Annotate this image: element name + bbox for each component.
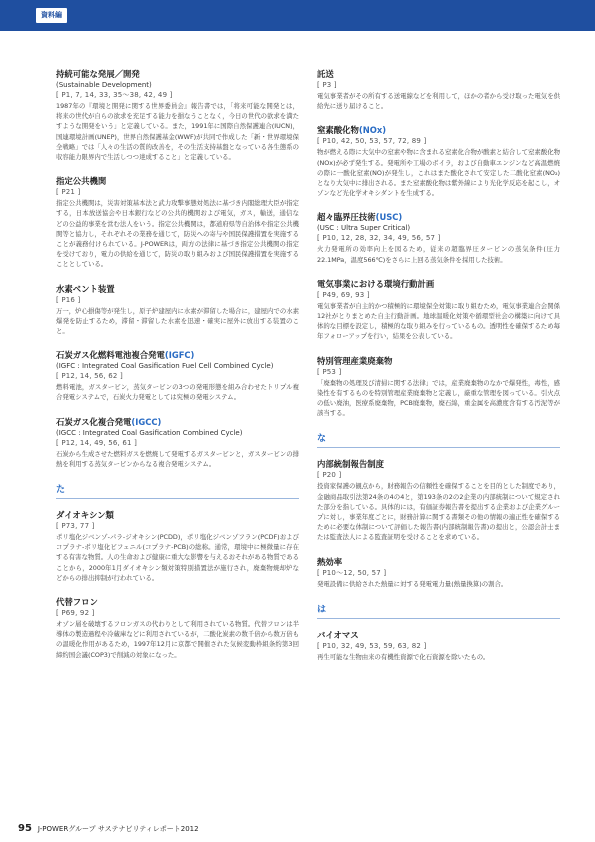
entry-title-main: 超々臨界圧技術 <box>317 212 376 223</box>
entry-subtitle: (USC : Ultra Super Critical) <box>317 224 411 233</box>
entry-body: 燃料電池，ガスタービン，蒸気タービンの3つの発電形態を組み合わせたトリプル複合発電システムで，石炭火力発電としては究極の発電システム。 <box>56 383 299 402</box>
glossary-entry <box>317 355 560 419</box>
entry-body: 投資家保護の観点から，財務報告の信頼性を確保することを目的とした制度であり，金融商品取引法第24条の4の4と，第193条の2の2企業の内部統制について規定された部分を指している。具体的には，有価証券報告書を提出する企業および企業グループに対し，事業年度ごとに，財務計算に関する書類その他の情報の適正性を確保するために必要な体制について評価した報告書(内部統制報告書)の提出と，公認会計士または監査法人による監査証明を受けることを求めている。 <box>317 482 560 542</box>
entry-title-main: 石炭ガス化複合発電 <box>56 416 132 427</box>
glossary-entry <box>56 416 299 469</box>
page-footer <box>18 823 199 834</box>
entry-pages: [ P16 ] <box>56 295 81 304</box>
entry-pages: [ P10, 42, 50, 53, 57, 72, 89 ] <box>317 137 427 146</box>
entry-title: ダイオキシン類 <box>56 510 114 521</box>
entry-title-main: 窒素酸化物 <box>317 125 359 136</box>
entry-title <box>317 124 560 136</box>
entry-pages: [ P20 ] <box>317 471 342 480</box>
entry-body: ポリ塩化ジベンゾ-パラ-ジオキシン(PCDD)，ポリ塩化ジベンゾフラン(PCDF)およびコプラナ-ポリ塩化ビフェニル(コプラナ-PCB)の総称。通常，環境中に極微量に存在する有害な物質。人の生命および健康に重大な影響を与えるおそれがある物質であることから，2000年1月ダイオキシン類対策特別措置法が施行され，廃棄物焼却炉などからの排出抑制が行われている。 <box>56 533 299 582</box>
entry-pages: [ P10, 12, 28, 32, 34, 49, 56, 57 ] <box>317 234 441 243</box>
entry-pages: [ P10～12, 50, 57 ] <box>317 568 387 577</box>
entry-title <box>56 416 299 428</box>
entry-body: 発電設備に供給された熱量に対する発電電力量(熱量換算)の割合。 <box>317 579 508 588</box>
entry-pages: [ P49, 69, 93 ] <box>317 290 370 299</box>
entry-title: 託送 <box>317 69 334 79</box>
glossary-entry <box>317 556 560 589</box>
glossary-entry <box>56 68 299 162</box>
entry-title-abbr: (IGFC) <box>164 350 195 361</box>
section-tag: 資料編 <box>36 8 67 23</box>
entry-body: 石炭から生成させた燃料ガスを燃焼して発電するガスタービンと，ガスタービンの排熱を利用する蒸気タービンからなる複合発電システム。 <box>56 449 299 468</box>
glossary-entry <box>317 68 560 111</box>
entry-title-abbr: (NOx) <box>358 125 387 136</box>
entry-pages: [ P12, 14, 49, 56, 61 ] <box>56 438 138 447</box>
glossary-entry <box>317 458 560 542</box>
glossary-entry <box>56 509 299 583</box>
glossary-entry <box>317 124 560 198</box>
entry-body: 指定公共機関は，災害対策基本法と武力攻撃事態対処法に基づき内閣総理大臣が指定する，日本放送協会や日本銀行などの公共的機関および電気，ガス，輸送，通信などの公益的事業を営む法人をいう。指定公共機関は，都道府県等自治体や指定公共機関等と協力し，それぞれその業務を通じて，防災への寄与や国民保護措置を実施することが義務付けられている。J-POWERは，両方の法律に基づき指定公共機関の指定を受けており，電力の供給を通じて，防災の取り組みおよび国民保護措置を実施することとしている。 <box>56 199 299 269</box>
entry-title: 内部統制報告制度 <box>317 459 384 470</box>
entry-title-abbr: (USC) <box>375 212 403 223</box>
glossary-entry <box>56 175 299 269</box>
entry-title: 水素ベント装置 <box>56 283 115 294</box>
entry-body: 万一，炉心損傷等が発生し，原子炉建屋内に水素が滞留した場合に，建屋内での水素爆発を防止するため，滞留・滞留した水素を迅速・確実に屋外に放出する装置のこと。 <box>56 306 299 336</box>
entry-pages: [ P12, 14, 56, 62 ] <box>56 372 123 381</box>
header-bar <box>0 0 595 31</box>
entry-title: 持続可能な発展／開発 <box>56 69 140 79</box>
entry-pages: [ P73, 77 ] <box>56 522 95 531</box>
page-number: 95 <box>18 823 32 834</box>
entry-body: 再生可能な生物由来の有機性資源で化石資源を除いたもの。 <box>317 652 490 661</box>
entry-body: オゾン層を破壊するフロンガスの代わりとして利用されている物質。代替フロンは半導体の製造過程や冷蔵庫などに利用されているが，二酸化炭素の数千倍から数万倍もの温暖化作用があるため，1997年12月に京都で開催された気候変動枠組条約第3回締約国会議(COP3)で削減の対象になった。 <box>56 620 299 659</box>
entry-body: 火力発電所の効率向上を図るため，従来の超臨界圧タービンの蒸気条件(圧力22.1MPa，温度566℃)をさらに上回る蒸気条件を採用した技術。 <box>317 245 560 264</box>
section-heading-ha: は <box>317 602 560 619</box>
entry-title <box>56 349 299 361</box>
entry-subtitle: (IGFC : Integrated Coal Gasification Fuel Cell Combined Cycle) <box>56 362 274 371</box>
section-heading-ta: た <box>56 482 299 499</box>
entry-subtitle: (IGCC : Integrated Coal Gasification Combined Cycle) <box>56 428 243 437</box>
entry-title-main: 石炭ガス化燃料電池複合発電 <box>56 350 165 361</box>
glossary-entry <box>317 629 560 662</box>
entry-body: 「廃棄物の処理及び清掃に関する法律」では，産業廃棄物のなかで爆発性，毒性，感染性を有するものを特別管理産業廃棄物と定義し，厳重な管理を図っている。引火点の低い廃油，医療系廃棄物，PCB廃棄物，廃石綿，重金属を高濃度含有する汚泥等が該当する。 <box>317 378 560 418</box>
entry-pages: [ P10, 32, 49, 53, 59, 63, 82 ] <box>317 641 427 650</box>
entry-title: バイオマス <box>317 629 359 640</box>
publication-title: J-POWERグループ サステナビリティレポート2012 <box>37 825 199 833</box>
entry-subtitle: (Sustainable Development) <box>56 81 152 89</box>
entry-pages: [ P53 ] <box>317 367 342 376</box>
entry-title <box>317 211 560 223</box>
glossary-entry <box>317 211 560 264</box>
entry-body: 1987年の『環境と開発に関する世界委員会』報告書では，「将来可能な開発とは，将来の世代が自らの欲求を充足する能力を損なうことなく，今日の世代の欲求を満たすような開発をいう」と定義している。また，1991年に国際自然保護連合(IUCN)，国連環境計画(UNEP)，世界自然保護基金(WWF)が共同で作成した「新・世界環境保全戦略」では「人々の生活の質的改善を，その生活支持基盤となっている各生態系の収容能力限界内で生活しつつ達成すること」と定義している。 <box>56 102 299 162</box>
section-heading-na: な <box>317 431 560 448</box>
glossary-entry <box>56 349 299 402</box>
entry-title: 電気事業における環境行動計画 <box>317 278 435 289</box>
entry-title: 特別管理産業廃棄物 <box>317 355 393 366</box>
entry-title: 熱効率 <box>317 556 343 567</box>
glossary-entry <box>56 596 299 660</box>
entry-pages: [ P69, 92 ] <box>56 609 95 618</box>
entry-body: 電気事業者がその所有する送電線などを利用して，ほかの者から受け取った電気を供給先に送り届けること。 <box>317 92 560 111</box>
entry-title-abbr: (IGCC) <box>131 416 162 427</box>
entry-pages: [ P3 ] <box>317 81 337 89</box>
entry-title: 指定公共機関 <box>56 176 107 187</box>
entry-pages: [ P21 ] <box>56 188 81 197</box>
entry-title: 代替フロン <box>56 597 98 608</box>
glossary-entry <box>56 283 299 337</box>
entry-pages: [ P1, 7, 14, 33, 35～38, 42, 49 ] <box>56 91 173 99</box>
right-column <box>317 68 560 675</box>
glossary-entry <box>317 278 560 342</box>
left-column <box>56 68 299 673</box>
entry-body: 電気事業者が自主的かつ積極的に環境保全対策に取り組むため，電気事業連合会関係12社がとりまとめた自主行動計画。地球温暖化対策や循環型社会の構築に向けて具体的な目標を設定し，積極的な取り組みを行っているもの。透明性を確保するため毎年フォローアップを行い，結果を公表している。 <box>317 301 560 341</box>
entry-body: 物が燃える際に大気中の窒素や物に含まれる窒素化合物が酸素と結合して窒素酸化物(NOx)が必ず発生する。発電所や工場のボイラ，および自動車エンジンなど高温燃焼の際に一酸化窒素(NO)が発生し，これはまた酸化されて安定した二酸化窒素(NO₂)となり大気中に排出される。また窒素酸化物は紫外線により光化学反応を起こし，オゾンなど光化学オキシダントを生成する。 <box>317 148 560 198</box>
